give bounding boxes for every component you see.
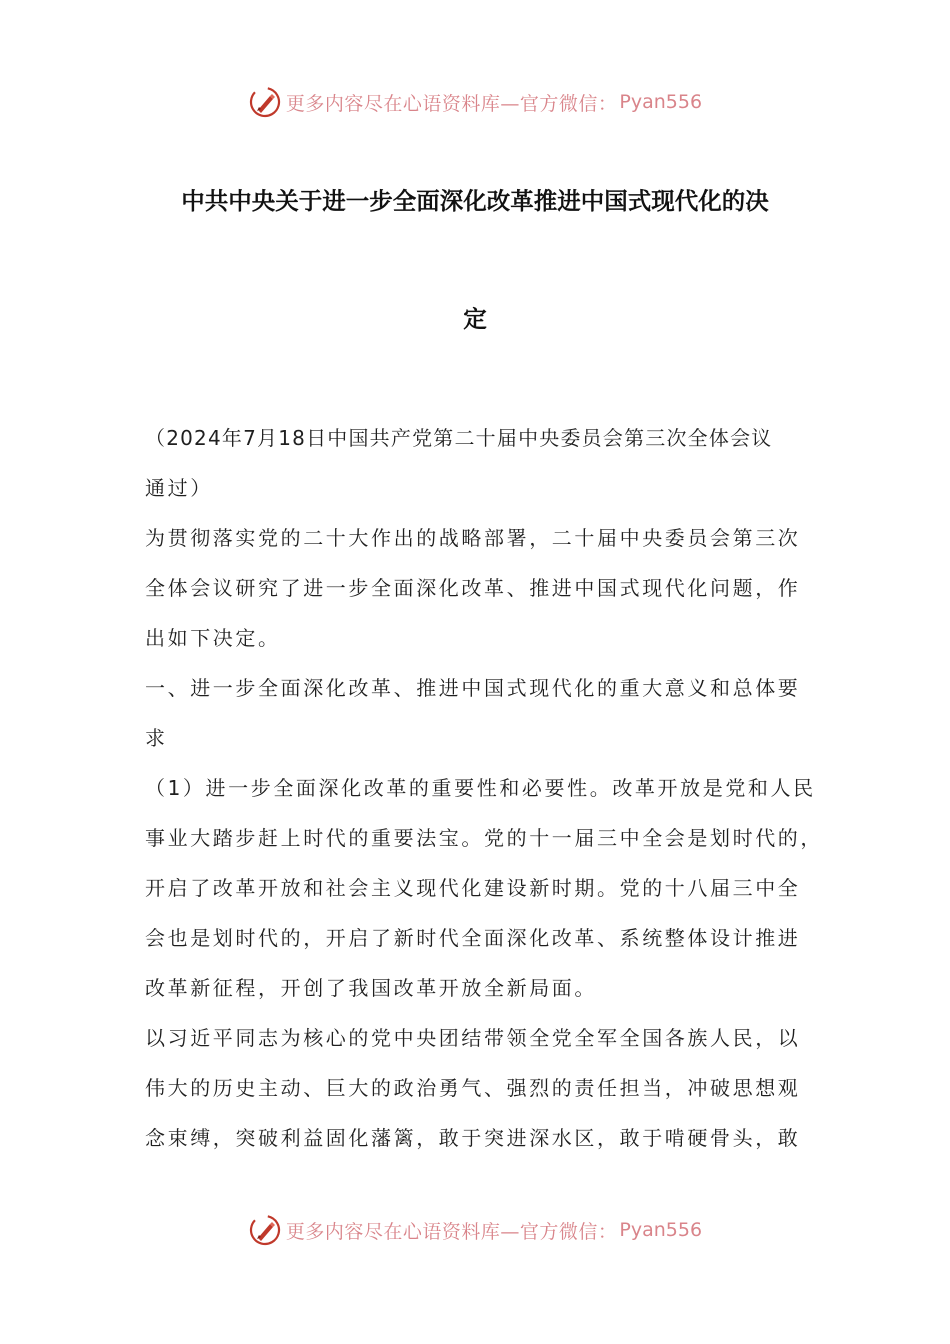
footer-banner	[0, 1210, 950, 1250]
body-line: 出如下决定。	[145, 626, 281, 650]
body-line: 一、进一步全面深化改革、推进中国式现代化的重大意义和总体要	[145, 676, 801, 700]
body-line: 以习近平同志为核心的党中央团结带领全党全军全国各族人民，以	[145, 1026, 801, 1050]
pen-logo-icon	[248, 1213, 282, 1247]
wechat-id: Pyan556	[619, 1219, 703, 1241]
body-line: 开启了改革开放和社会主义现代化建设新时期。党的十八届三中全	[145, 876, 801, 900]
wechat-id: Pyan556	[619, 91, 703, 113]
banner-text: 更多内容尽在心语资料库—官方微信：	[285, 1220, 618, 1243]
body-line: 求	[145, 726, 168, 750]
body-line: 伟大的历史主动、巨大的政治勇气、强烈的责任担当，冲破思想观	[145, 1076, 801, 1100]
body-line: 通过）	[145, 476, 213, 500]
banner-text: 更多内容尽在心语资料库—官方微信：	[285, 92, 618, 115]
body-line: 改革新征程，开创了我国改革开放全新局面。	[145, 976, 597, 1000]
document-title-line-1: 中共中央关于进一步全面深化改革推进中国式现代化的决	[181, 187, 769, 215]
body-line: （1）进一步全面深化改革的重要性和必要性。改革开放是党和人民	[145, 776, 816, 800]
pen-logo-icon	[248, 85, 282, 119]
body-line: 会也是划时代的，开启了新时代全面深化改革、系统整体设计推进	[145, 926, 801, 950]
document-title-line-2: 定	[463, 305, 487, 333]
body-line: 全体会议研究了进一步全面深化改革、推进中国式现代化问题，作	[145, 576, 801, 600]
body-line: （2024年7月18日中国共产党第二十届中央委员会第三次全体会议	[145, 426, 773, 450]
body-line: 念束缚，突破利益固化藩篱，敢于突进深水区，敢于啃硬骨头，敢	[145, 1126, 801, 1150]
document-body	[145, 413, 825, 1163]
body-line: 为贯彻落实党的二十大作出的战略部署，二十届中央委员会第三次	[145, 526, 801, 550]
header-banner	[0, 82, 950, 122]
body-line: 事业大踏步赶上时代的重要法宝。党的十一届三中全会是划时代的，	[145, 826, 823, 850]
